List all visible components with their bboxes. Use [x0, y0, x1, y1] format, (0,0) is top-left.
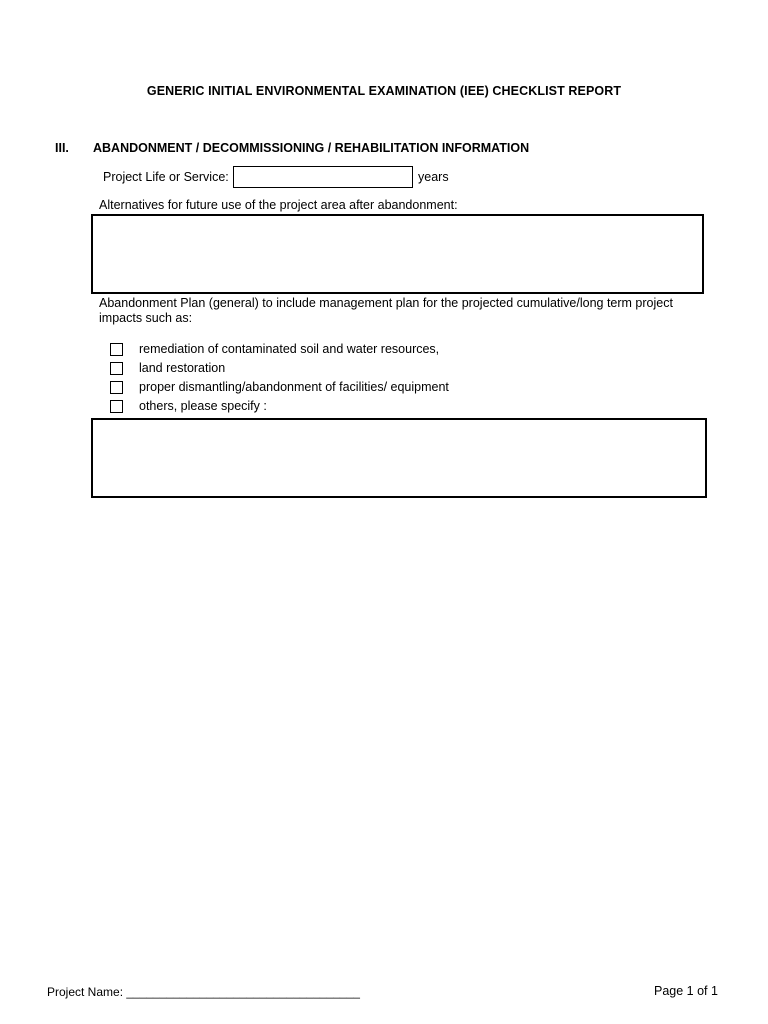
alternatives-label: Alternatives for future use of the project area after abandonment: [99, 198, 458, 212]
checkbox-label: others, please specify : [139, 398, 267, 413]
remediation-checkbox[interactable] [110, 343, 123, 356]
dismantling-checkbox[interactable] [110, 381, 123, 394]
project-life-input[interactable] [233, 166, 413, 188]
project-life-label: Project Life or Service: [103, 170, 229, 184]
land-restoration-checkbox[interactable] [110, 362, 123, 375]
section-title: ABANDONMENT / DECOMMISSIONING / REHABILITATION INFORMATION [93, 141, 530, 155]
checkbox-row-others [110, 398, 267, 414]
checkbox-row-dismantling [110, 379, 449, 395]
checkbox-row-remediation [110, 341, 439, 357]
project-life-unit: years [418, 170, 449, 184]
checkbox-label: remediation of contaminated soil and water resources, [139, 341, 440, 356]
section-number: III. [55, 141, 69, 155]
checkbox-label: land restoration [139, 360, 226, 375]
document-title: GENERIC INITIAL ENVIRONMENTAL EXAMINATION (IEE) CHECKLIST REPORT [146, 84, 622, 98]
others-checkbox[interactable] [110, 400, 123, 413]
alternatives-textbox[interactable] [91, 214, 704, 294]
footer-project-name: Project Name: ___________________________________ [47, 985, 360, 999]
abandonment-plan-label: Abandonment Plan (general) to include management plan for the projected cumulative/long term project impacts such as: [99, 296, 673, 325]
checkbox-row-land-restoration [110, 360, 225, 376]
checkbox-label: proper dismantling/abandonment of facilities/ equipment [139, 379, 449, 394]
others-specify-textbox[interactable] [91, 418, 707, 498]
footer-page-number: Page 1 of 1 [654, 984, 718, 998]
